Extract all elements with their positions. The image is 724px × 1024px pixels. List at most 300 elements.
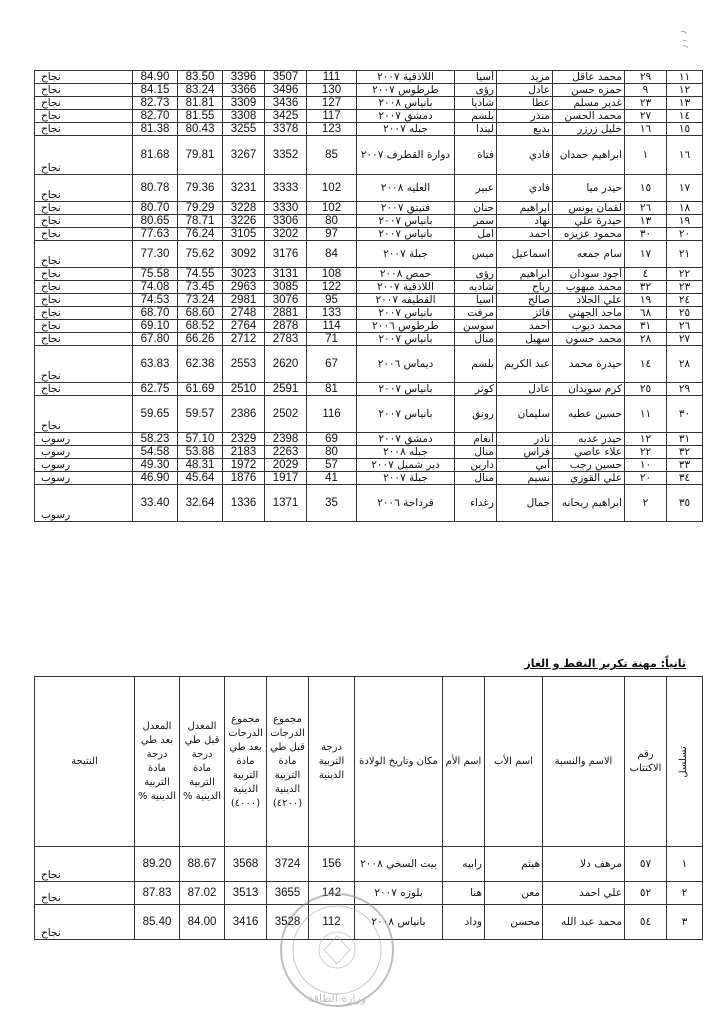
table-row — [35, 396, 703, 433]
cell-mother: بلسم — [455, 346, 497, 383]
cell-result: نجاح — [35, 396, 133, 433]
cell-code: ١٦ — [625, 123, 667, 136]
cell-code: ١٧ — [625, 241, 667, 268]
cell-religion-grade: 116 — [307, 396, 357, 433]
table-row — [35, 71, 703, 84]
cell-religion-grade: 130 — [307, 84, 357, 97]
cell-father: معن — [485, 882, 543, 905]
cell-name: سام جمعه — [553, 241, 625, 268]
cell-religion-grade: 35 — [307, 485, 357, 522]
cell-birth: جبلة ٢٠٠٧ — [357, 472, 455, 485]
cell-name: حيدر عديه — [553, 433, 625, 446]
cell-mother: شاديا — [455, 97, 497, 110]
cell-name: أجود سودان — [553, 268, 625, 281]
cell-mother: أسيا — [455, 71, 497, 84]
cell-mother: رؤى — [455, 268, 497, 281]
cell-birth: بانياس ٢٠٠٧ — [357, 396, 455, 433]
cell-avg-after: 85.40 — [135, 905, 180, 940]
cell-result: نجاح — [35, 202, 133, 215]
cell-total-after: 3396 — [223, 71, 265, 84]
table-row — [35, 446, 703, 459]
cell-result: نجاح — [35, 882, 135, 905]
cell-avg-before: 87.02 — [180, 882, 225, 905]
cell-total-before: 3378 — [265, 123, 307, 136]
cell-father: عبد الكريم — [497, 346, 553, 383]
cell-result: نجاح — [35, 307, 133, 320]
cell-religion-grade: 95 — [307, 294, 357, 307]
cell-total-before: 2502 — [265, 396, 307, 433]
cell-avg-before: 79.29 — [178, 202, 223, 215]
cell-name: مرهف دلا — [543, 847, 625, 882]
cell-seq: ١٤ — [667, 110, 703, 123]
table-row — [35, 485, 703, 522]
cell-avg-after: 82.73 — [133, 97, 178, 110]
table-row — [35, 383, 703, 396]
cell-name: محمود عزيزه — [553, 228, 625, 241]
cell-birth: طرطوس ٢٠٠٧ — [357, 84, 455, 97]
cell-name: علي احمد — [543, 882, 625, 905]
cell-result: نجاح — [35, 294, 133, 307]
cell-religion-grade: 133 — [307, 307, 357, 320]
cell-avg-after: 81.68 — [133, 136, 178, 175]
cell-total-after: 2329 — [223, 433, 265, 446]
cell-avg-after: 77.63 — [133, 228, 178, 241]
cell-father: جمال — [497, 485, 553, 522]
cell-total-after: 3231 — [223, 175, 265, 202]
cell-birth: دوارة القطرف ٢٠٠٧ — [357, 136, 455, 175]
cell-total-after: 2963 — [223, 281, 265, 294]
cell-result: رسوب — [35, 472, 133, 485]
cell-total-before: 3724 — [267, 847, 309, 882]
cell-name: لقمان يونس — [553, 202, 625, 215]
cell-mother: منال — [455, 446, 497, 459]
cell-name: خليل زرزر — [553, 123, 625, 136]
cell-total-before: 3306 — [265, 215, 307, 228]
table-row — [35, 333, 703, 346]
cell-birth: ديماس ٢٠٠٦ — [357, 346, 455, 383]
cell-total-before: 1371 — [265, 485, 307, 522]
cell-total-after: 3309 — [223, 97, 265, 110]
cell-total-before: 3496 — [265, 84, 307, 97]
cell-code: ١٥ — [625, 175, 667, 202]
cell-avg-after: 80.78 — [133, 175, 178, 202]
cell-name: محمد ميهوب — [553, 281, 625, 294]
cell-total-before: 2783 — [265, 333, 307, 346]
cell-seq: ٢٤ — [667, 294, 703, 307]
header-total-after: مجموع الدرجات بعد طي مادة التربية الدينية (٤٠٠٠) — [225, 677, 267, 847]
cell-total-before: 3436 — [265, 97, 307, 110]
cell-avg-after: 58.23 — [133, 433, 178, 446]
cell-mother: حنان — [455, 202, 497, 215]
cell-birth: بانياس ٢٠٠٧ — [357, 333, 455, 346]
cell-birth: اللاذقية ٢٠٠٧ — [357, 71, 455, 84]
cell-total-before: 2591 — [265, 383, 307, 396]
cell-avg-after: 84.15 — [133, 84, 178, 97]
cell-mother: مرفت — [455, 307, 497, 320]
cell-avg-after: 62.75 — [133, 383, 178, 396]
cell-father: ابراهيم — [497, 202, 553, 215]
cell-birth: بلوزه ٢٠٠٧ — [355, 882, 443, 905]
cell-name: حسين رجب — [553, 459, 625, 472]
table-row — [35, 97, 703, 110]
header-avg-after: المعدل بعد طي درجة مادة التربية الدينية % — [135, 677, 180, 847]
cell-total-after: 3023 — [223, 268, 265, 281]
cell-total-before: 2878 — [265, 320, 307, 333]
cell-mother: أنغام — [455, 433, 497, 446]
cell-birth: دير شميل ٢٠٠٧ — [357, 459, 455, 472]
cell-result: نجاح — [35, 241, 133, 268]
cell-name: محمد عبد الله — [543, 905, 625, 940]
cell-avg-before: 62.38 — [178, 346, 223, 383]
cell-avg-before: 81.81 — [178, 97, 223, 110]
cell-name: محمد حسون — [553, 333, 625, 346]
cell-avg-before: 76.24 — [178, 228, 223, 241]
cell-total-after: 3267 — [223, 136, 265, 175]
cell-name: حمزه حسن — [553, 84, 625, 97]
cell-avg-before: 79.81 — [178, 136, 223, 175]
cell-avg-before: 83.24 — [178, 84, 223, 97]
cell-religion-grade: 122 — [307, 281, 357, 294]
cell-mother: رغداء — [455, 485, 497, 522]
cell-code: ١١ — [625, 396, 667, 433]
cell-mother: هنا — [443, 882, 485, 905]
cell-avg-after: 49.30 — [133, 459, 178, 472]
cell-birth: بانياس ٢٠٠٧ — [357, 215, 455, 228]
cell-avg-before: 68.52 — [178, 320, 223, 333]
cell-avg-after: 63.83 — [133, 346, 178, 383]
cell-seq: ١ — [667, 847, 703, 882]
cell-total-after: 3228 — [223, 202, 265, 215]
cell-code: ١٢ — [625, 433, 667, 446]
cell-total-after: 3366 — [223, 84, 265, 97]
cell-name: حسين عطيه — [553, 396, 625, 433]
header-father: اسم الأب — [485, 677, 543, 847]
cell-religion-grade: 102 — [307, 202, 357, 215]
cell-mother: رابيه — [443, 847, 485, 882]
cell-father: مزيد — [497, 71, 553, 84]
cell-code: ٣١ — [625, 320, 667, 333]
cell-mother: عبير — [455, 175, 497, 202]
cell-birth: القطيفه ٢٠٠٧ — [357, 294, 455, 307]
cell-code: ٢٦ — [625, 202, 667, 215]
cell-total-after: 1972 — [223, 459, 265, 472]
cell-birth: جبله ٢٠٠٧ — [357, 123, 455, 136]
cell-birth: دمشق ٢٠٠٧ — [357, 110, 455, 123]
cell-avg-before: 66.26 — [178, 333, 223, 346]
cell-religion-grade: 112 — [309, 905, 355, 940]
cell-birth: دمشق ٢٠٠٧ — [357, 433, 455, 446]
cell-father: عادل — [497, 383, 553, 396]
cell-code: ٤ — [625, 268, 667, 281]
section-title: ثانياً: مهنة تكرير النفط و الغاز — [524, 657, 686, 670]
cell-avg-after: 59.65 — [133, 396, 178, 433]
cell-code: ٢٣ — [625, 97, 667, 110]
table-row — [35, 472, 703, 485]
cell-total-after: 2386 — [223, 396, 265, 433]
cell-total-before: 2263 — [265, 446, 307, 459]
cell-total-before: 2029 — [265, 459, 307, 472]
cell-father: فراس — [497, 446, 553, 459]
cell-total-before: 3202 — [265, 228, 307, 241]
cell-code: ٢٧ — [625, 110, 667, 123]
cell-religion-grade: 117 — [307, 110, 357, 123]
cell-birth: بيت السخي ٢٠٠٨ — [355, 847, 443, 882]
cell-total-before: 3131 — [265, 268, 307, 281]
cell-religion-grade: 84 — [307, 241, 357, 268]
cell-father: نسيم — [497, 472, 553, 485]
cell-total-after: 2553 — [223, 346, 265, 383]
header-code: رقم الاكتتاب — [625, 677, 667, 847]
cell-total-after: 3105 — [223, 228, 265, 241]
cell-result: نجاح — [35, 228, 133, 241]
cell-mother: امل — [455, 228, 497, 241]
cell-avg-before: 73.24 — [178, 294, 223, 307]
cell-seq: ٣٢ — [667, 446, 703, 459]
cell-code: ١٩ — [625, 294, 667, 307]
cell-code: ١٤ — [625, 346, 667, 383]
cell-avg-before: 81.55 — [178, 110, 223, 123]
cell-total-before: 3076 — [265, 294, 307, 307]
cell-seq: ٢١ — [667, 241, 703, 268]
cell-seq: ٣٠ — [667, 396, 703, 433]
cell-religion-grade: 57 — [307, 459, 357, 472]
cell-code: ١٠ — [625, 459, 667, 472]
cell-result: نجاح — [35, 320, 133, 333]
cell-result: نجاح — [35, 84, 133, 97]
corner-mark — [678, 28, 692, 50]
table-row — [35, 202, 703, 215]
table-row — [35, 84, 703, 97]
cell-code: ٢٨ — [625, 333, 667, 346]
cell-avg-after: 74.08 — [133, 281, 178, 294]
cell-result: نجاح — [35, 97, 133, 110]
cell-code: ٣٢ — [625, 281, 667, 294]
cell-result: نجاح — [35, 71, 133, 84]
table-row — [35, 433, 703, 446]
cell-name: علي القوزي — [553, 472, 625, 485]
cell-avg-before: 80.43 — [178, 123, 223, 136]
cell-avg-before: 57.10 — [178, 433, 223, 446]
cell-birth: بانياس ٢٠٠٧ — [357, 228, 455, 241]
cell-avg-after: 82.70 — [133, 110, 178, 123]
table-row — [35, 123, 703, 136]
cell-total-after: 2764 — [223, 320, 265, 333]
cell-mother: وداد — [443, 905, 485, 940]
cell-mother: ليندا — [455, 123, 497, 136]
cell-seq: ٣ — [667, 905, 703, 940]
cell-birth: اللاذقية ٢٠٠٧ — [357, 281, 455, 294]
cell-code: ١٣ — [625, 215, 667, 228]
cell-religion-grade: 69 — [307, 433, 357, 446]
header-result: النتيجة — [35, 677, 135, 847]
cell-avg-after: 46.90 — [133, 472, 178, 485]
cell-father: نهاد — [497, 215, 553, 228]
cell-avg-before: 32.64 — [178, 485, 223, 522]
svg-text:وزارة الطاقة: وزارة الطاقة — [307, 992, 367, 1005]
cell-religion-grade: 80 — [307, 446, 357, 459]
cell-seq: ١٢ — [667, 84, 703, 97]
cell-mother: منال — [455, 472, 497, 485]
cell-seq: ٣٤ — [667, 472, 703, 485]
cell-seq: ٢٦ — [667, 320, 703, 333]
cell-name: ابراهيم حمدان — [553, 136, 625, 175]
cell-mother: رؤى — [455, 84, 497, 97]
cell-avg-after: 77.30 — [133, 241, 178, 268]
cell-avg-before: 68.60 — [178, 307, 223, 320]
cell-name: محمد عاقل — [553, 71, 625, 84]
cell-name: ماجد الجهني — [553, 307, 625, 320]
cell-father: بديع — [497, 123, 553, 136]
cell-father: سهيل — [497, 333, 553, 346]
header-avg-before: المعدل قبل طي درجة مادة التربية الدينية % — [180, 677, 225, 847]
cell-total-before: 3176 — [265, 241, 307, 268]
cell-code: ٢ — [625, 485, 667, 522]
cell-seq: ٢٨ — [667, 346, 703, 383]
cell-religion-grade: 142 — [309, 882, 355, 905]
cell-avg-before: 78.71 — [178, 215, 223, 228]
cell-total-after: 3255 — [223, 123, 265, 136]
results-table-body — [35, 71, 703, 522]
cell-mother: شاديه — [455, 281, 497, 294]
cell-name: ابراهيم ريحانه — [553, 485, 625, 522]
cell-father: صالح — [497, 294, 553, 307]
cell-avg-after: 74.53 — [133, 294, 178, 307]
cell-birth: بانياس ٢٠٠٨ — [357, 97, 455, 110]
table-row — [35, 268, 703, 281]
table-row — [35, 110, 703, 123]
cell-code: ٦٨ — [625, 307, 667, 320]
cell-birth: فنيتق ٢٠٠٧ — [357, 202, 455, 215]
cell-total-after: 3308 — [223, 110, 265, 123]
cell-avg-before: 83.50 — [178, 71, 223, 84]
cell-result: نجاح — [35, 333, 133, 346]
cell-religion-grade: 85 — [307, 136, 357, 175]
table-row — [35, 320, 703, 333]
cell-avg-after: 84.90 — [133, 71, 178, 84]
cell-code: ٩ — [625, 84, 667, 97]
table-row — [35, 459, 703, 472]
cell-religion-grade: 108 — [307, 268, 357, 281]
cell-total-after: 2748 — [223, 307, 265, 320]
cell-avg-before: 79.36 — [178, 175, 223, 202]
cell-total-before: 3333 — [265, 175, 307, 202]
cell-religion-grade: 97 — [307, 228, 357, 241]
cell-avg-after: 33.40 — [133, 485, 178, 522]
table-row — [35, 346, 703, 383]
cell-code: ٢٠ — [625, 472, 667, 485]
table-row — [35, 847, 703, 882]
header-total-before: مجموع الدرجات قبل طي مادة التربية الدينية (٤٢٠٠) — [267, 677, 309, 847]
cell-code: ٣٠ — [625, 228, 667, 241]
cell-seq: ٢٣ — [667, 281, 703, 294]
cell-religion-grade: 67 — [307, 346, 357, 383]
cell-result: نجاح — [35, 110, 133, 123]
cell-total-after: 3416 — [225, 905, 267, 940]
table-row — [35, 307, 703, 320]
cell-code: ٢٢ — [625, 446, 667, 459]
cell-father: عادل — [497, 84, 553, 97]
cell-avg-after: 87.83 — [135, 882, 180, 905]
cell-mother: سوسن — [455, 320, 497, 333]
cell-avg-after: 81.38 — [133, 123, 178, 136]
cell-result: نجاح — [35, 281, 133, 294]
cell-avg-before: 75.62 — [178, 241, 223, 268]
cell-birth: جبله ٢٠٠٨ — [357, 446, 455, 459]
cell-code: ٥٢ — [625, 882, 667, 905]
cell-father: عطا — [497, 97, 553, 110]
cell-father: احمد — [497, 228, 553, 241]
cell-avg-before: 53.88 — [178, 446, 223, 459]
cell-seq: ٢٥ — [667, 307, 703, 320]
cell-result: نجاح — [35, 346, 133, 383]
table-row — [35, 175, 703, 202]
cell-father: اسماعيل — [497, 241, 553, 268]
cell-mother: اسيا — [455, 294, 497, 307]
cell-code: ١ — [625, 136, 667, 175]
cell-name: غدير مسلم — [553, 97, 625, 110]
table-row — [35, 136, 703, 175]
cell-seq: ٢٧ — [667, 333, 703, 346]
cell-seq: ٣١ — [667, 433, 703, 446]
cell-avg-after: 80.70 — [133, 202, 178, 215]
cell-father: فادي — [497, 136, 553, 175]
cell-father: نادر — [497, 433, 553, 446]
cell-avg-before: 45.64 — [178, 472, 223, 485]
cell-mother: فتاة — [455, 136, 497, 175]
cell-code: ٢٩ — [625, 71, 667, 84]
cell-seq: ٢ — [667, 882, 703, 905]
cell-father: محسن — [485, 905, 543, 940]
cell-avg-before: 73.45 — [178, 281, 223, 294]
cell-religion-grade: 114 — [307, 320, 357, 333]
cell-father: رباح — [497, 281, 553, 294]
cell-result: رسوب — [35, 459, 133, 472]
header-religion-grade: درجة التربية الدينية — [309, 677, 355, 847]
cell-religion-grade: 102 — [307, 175, 357, 202]
cell-religion-grade: 111 — [307, 71, 357, 84]
cell-religion-grade: 156 — [309, 847, 355, 882]
official-stamp — [272, 888, 402, 1016]
cell-seq: ١٧ — [667, 175, 703, 202]
cell-total-after: 2183 — [223, 446, 265, 459]
cell-total-after: 3513 — [225, 882, 267, 905]
cell-birth: طرطوس ٢٠٠٦ — [357, 320, 455, 333]
cell-avg-after: 80.65 — [133, 215, 178, 228]
cell-avg-after: 68.70 — [133, 307, 178, 320]
cell-seq: ١٨ — [667, 202, 703, 215]
cell-name: كرم سويدان — [553, 383, 625, 396]
cell-seq: ١١ — [667, 71, 703, 84]
cell-mother: رونق — [455, 396, 497, 433]
cell-birth: بانياس ٢٠٠٧ — [357, 383, 455, 396]
cell-total-before: 1917 — [265, 472, 307, 485]
cell-religion-grade: 123 — [307, 123, 357, 136]
cell-result: نجاح — [35, 175, 133, 202]
header-mother: اسم الأم — [443, 677, 485, 847]
cell-name: حيدرة علي — [553, 215, 625, 228]
cell-mother: بلسم — [455, 110, 497, 123]
cell-seq: ٣٥ — [667, 485, 703, 522]
cell-name: علي الجلاد — [553, 294, 625, 307]
cell-father: منذر — [497, 110, 553, 123]
cell-father: ابراهيم — [497, 268, 553, 281]
cell-seq: ٢٢ — [667, 268, 703, 281]
cell-total-after: 3226 — [223, 215, 265, 228]
cell-total-before: 3655 — [267, 882, 309, 905]
cell-religion-grade: 71 — [307, 333, 357, 346]
cell-seq: ٢٠ — [667, 228, 703, 241]
cell-total-before: 3528 — [267, 905, 309, 940]
